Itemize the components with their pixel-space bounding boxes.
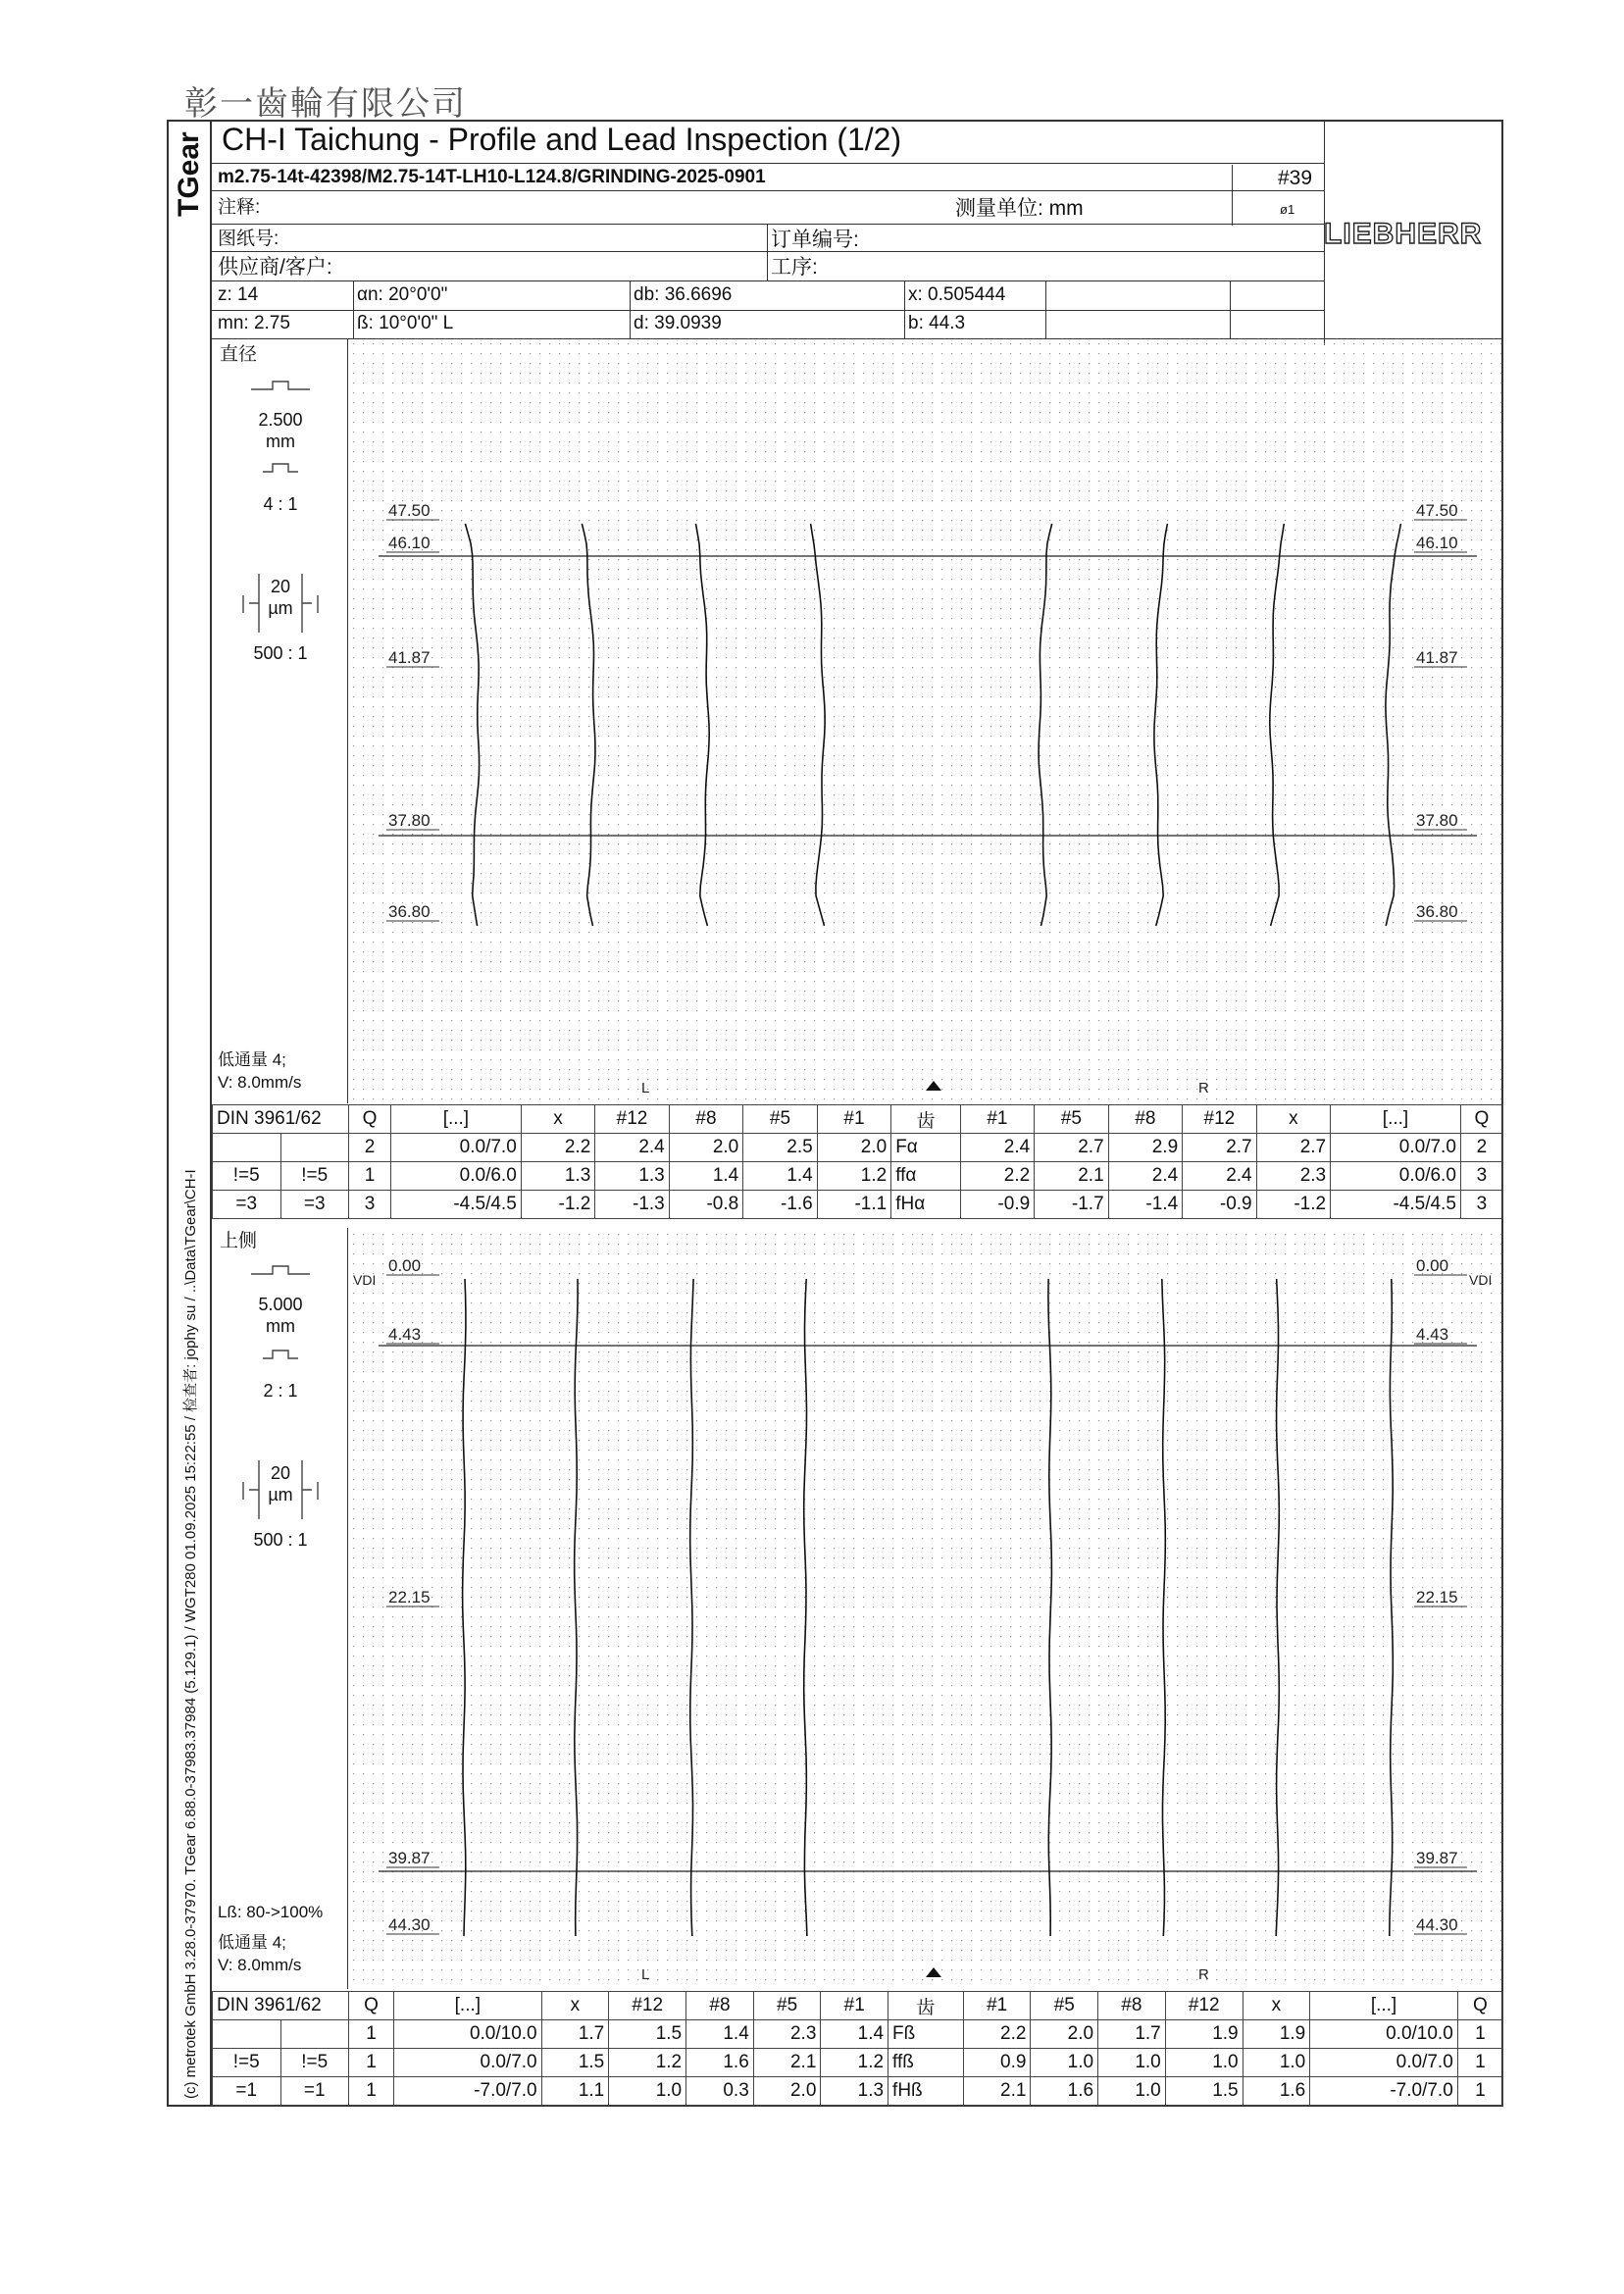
table-cell: -1.2 [1256,1191,1330,1219]
right-tick-label: 44.30 [1416,1915,1458,1934]
profile-title: 直径 [220,344,258,365]
param-x: x: 0.505444 [908,284,1006,305]
table-cell: 1.3 [821,2077,888,2106]
table-cell: 2.4 [595,1134,669,1162]
table-row: DIN 3961/62 Q [...] x #12 #8 #5 #1 齿 #1 #5 #8 #12 x [...] Q [213,1992,1503,2020]
table-cell: 1.9 [1243,2020,1310,2049]
left-tick-label: 47.50 [388,501,431,520]
lead-extra: Lß: 80->100% [218,1903,324,1921]
table-row: DIN 3961/62 Q [...] x #12 #8 #5 #1 齿 #1 #5 #8 #12 x [...] Q [213,1105,1503,1134]
process-label: 工序: [771,256,818,279]
flank-label-right: R [1198,1080,1209,1096]
table-cell: 3 [349,1191,391,1219]
table-cell: 2.0 [669,1134,742,1162]
left-tick-label: 36.80 [388,902,431,921]
left-tick-label: 37.80 [388,811,431,830]
table-cell: 2.7 [1183,1134,1256,1162]
right-tick-label: 47.50 [1416,501,1458,520]
table-cell: -7.0/7.0 [394,2077,542,2106]
left-tick-label: 46.10 [388,534,431,552]
table-cell: 1.5 [541,2049,609,2077]
param-beta: ß: 10°0'0" L [357,313,454,333]
vdi-label-right: VDI [1469,1272,1493,1288]
table-cell: 1.4 [743,1162,817,1191]
profile-grid [349,339,1502,1104]
table-cell: 0.0/6.0 [1331,1162,1461,1191]
table-cell: -4.5/4.5 [1331,1191,1461,1219]
table-cell: 1.5 [609,2020,686,2049]
profile-length-scale: 4 : 1 [263,494,298,514]
table-label-cell: !=5 [213,1162,281,1191]
left-tick-label: 0.00 [388,1256,422,1275]
table-cell: 3 [1460,1162,1502,1191]
table-label-cell: !=5 [213,2049,281,2077]
table-cell: 1 [349,2077,394,2106]
table-cell: 1.4 [821,2020,888,2049]
table-cell: 1 [1457,2077,1502,2106]
table-cell: 1.4 [669,1162,742,1191]
table-cell: -7.0/7.0 [1310,2077,1458,2106]
left-tick-label: 41.87 [388,648,431,667]
table-cell: 2.4 [1183,1162,1256,1191]
table-cell: 2.4 [960,1134,1034,1162]
param-d: d: 39.0939 [634,313,722,333]
table-cell: -0.8 [669,1191,742,1219]
table-cell: 2.2 [960,1162,1034,1191]
table-cell: 1 [349,2020,394,2049]
table-cell: ffß [888,2049,964,2077]
table-cell: 1.0 [1243,2049,1310,2077]
table-cell: 2 [349,1134,391,1162]
table-cell: 1.9 [1165,2020,1243,2049]
table-cell: 0.9 [963,2049,1031,2077]
table-label-cell: =3 [280,1191,349,1219]
table-row [213,2020,1503,2049]
table-label-cell: !=5 [280,1162,349,1191]
table-label-cell [280,1134,349,1162]
table-cell: 2.5 [743,1134,817,1162]
table-row [213,1191,1503,1219]
table-cell: 0.0/6.0 [391,1162,522,1191]
param-alpha: αn: 20°0'0" [357,284,448,305]
param-db: db: 36.6696 [634,284,733,305]
order-label: 订单编号: [771,229,859,251]
table-cell: 1.2 [817,1162,890,1191]
right-tick-label: 36.80 [1416,902,1458,921]
table-cell: 1.5 [1165,2077,1243,2106]
flank-label-left: L [641,1080,650,1096]
lead-chart [349,1230,1502,1989]
supplier-label: 供应商/客户: [218,256,332,279]
table-cell: 2.1 [1035,1162,1108,1191]
param-b: b: 44.3 [908,313,966,333]
table-row [213,1162,1503,1191]
profile-amp-value: 20 [270,577,291,596]
profile-length-value: 2.500 [258,410,303,430]
table-label-cell [213,2020,281,2049]
table-cell: -1.3 [595,1191,669,1219]
part-number: m2.75-14t-42398/M2.75-14T-LH10-L124.8/GRINDING-2025-0901 [218,167,766,187]
table-cell: 1.0 [609,2077,686,2106]
lead-results-table [212,1991,1503,2106]
table-label-cell: =1 [213,2077,281,2106]
table-cell: -1.2 [521,1191,594,1219]
table-cell: 0.0/7.0 [391,1134,522,1162]
table-cell: -4.5/4.5 [391,1191,522,1219]
left-tick-label: 22.15 [388,1588,431,1606]
table-cell: 2.0 [817,1134,890,1162]
table-cell: 1.7 [1098,2020,1166,2049]
table-cell: 0.3 [686,2077,754,2106]
table-cell: 1.7 [541,2020,609,2049]
unit-label: 测量单位: mm [955,197,1084,220]
table-cell: Fß [888,2020,964,2049]
table-cell: -1.7 [1035,1191,1108,1219]
right-tick-label: 22.15 [1416,1588,1458,1606]
table-cell: 2.0 [753,2077,821,2106]
right-tick-label: 41.87 [1416,648,1458,667]
table-cell: 1.6 [686,2049,754,2077]
table-row [213,1134,1503,1162]
table-cell: 2.9 [1108,1134,1182,1162]
table-cell: 2.3 [1256,1162,1330,1191]
drawing-label: 图纸号: [218,229,279,249]
profile-results-table [212,1104,1503,1219]
table-standard: DIN 3961/62 [213,1105,349,1134]
side-footer-text: (c) metrotek GmbH 3.28.0-37970. TGear 6.88.0-37983.37984 (5.129.1) / WGT280 01.09.2025 15:22:55 / 检查者: jophy su / ..\Data\TGear\CH-I [182,1169,199,2099]
liebherr-logo: LIEBHERR [1324,218,1483,250]
lead-length-scale: 2 : 1 [263,1381,298,1401]
table-cell: -1.6 [743,1191,817,1219]
table-cell: -1.4 [1108,1191,1182,1219]
table-cell: 2 [1460,1134,1502,1162]
left-tick-label: 4.43 [388,1325,422,1344]
table-cell: 3 [1460,1191,1502,1219]
table-cell: ffα [891,1162,960,1191]
table-cell: 1.2 [609,2049,686,2077]
right-tick-label: 37.80 [1416,811,1458,830]
lead-grid [349,1230,1502,1989]
profile-amp-unit: µm [268,598,293,618]
table-label-cell [213,1134,281,1162]
profile-chart [349,339,1502,1104]
table-cell: 1 [349,2049,394,2077]
lead-length-unit: mm [266,1316,295,1336]
right-tick-label: 4.43 [1416,1325,1449,1344]
profile-amp-scale: 500 : 1 [253,643,308,663]
table-standard: DIN 3961/62 [213,1992,349,2020]
table-cell: 0.0/7.0 [1331,1134,1461,1162]
left-tick-label: 39.87 [388,1849,431,1867]
left-tick-label: 44.30 [388,1915,431,1934]
table-label-cell: !=5 [280,2049,349,2077]
table-cell: 2.2 [963,2020,1031,2049]
table-cell: 0.0/10.0 [394,2020,542,2049]
table-cell: 2.2 [521,1134,594,1162]
table-cell: 1.6 [1243,2077,1310,2106]
lead-amp-value: 20 [270,1463,291,1483]
table-cell: 2.7 [1035,1134,1108,1162]
table-cell: 0.0/7.0 [394,2049,542,2077]
report-title: CH-I Taichung - Profile and Lead Inspection (1/2) [222,122,902,157]
right-tick-label: 39.87 [1416,1849,1458,1867]
table-cell: 0.0/10.0 [1310,2020,1458,2049]
param-mn: mn: 2.75 [218,313,290,333]
table-cell: 1.0 [1165,2049,1243,2077]
table-cell: fHα [891,1191,960,1219]
profile-speed: V: 8.0mm/s [218,1073,302,1092]
table-cell: 1.3 [595,1162,669,1191]
right-tick-label: 46.10 [1416,534,1458,552]
brand-logo: TGear [173,131,205,217]
table-cell: 2.0 [1031,2020,1098,2049]
table-cell: 0.0/7.0 [1310,2049,1458,2077]
table-label-cell: =1 [280,2077,349,2106]
lead-title: 上侧 [220,1231,258,1251]
vdi-label-left: VDI [353,1272,377,1288]
flank-label-left: L [641,1966,650,1983]
table-cell: 2.3 [753,2020,821,2049]
table-cell: 1.6 [1031,2077,1098,2106]
profile-filter: 低通量 4; [218,1050,286,1069]
table-cell: 2.1 [963,2077,1031,2106]
table-cell: 2.4 [1108,1162,1182,1191]
flank-label-right: R [1198,1966,1209,1983]
right-tick-label: 0.00 [1416,1256,1449,1275]
table-label-cell: =3 [213,1191,281,1219]
unit-code: ø1 [1280,202,1295,217]
lead-speed: V: 8.0mm/s [218,1956,302,1974]
table-cell: 1.0 [1098,2077,1166,2106]
table-label-cell [280,2020,349,2049]
table-cell: 1.0 [1098,2049,1166,2077]
table-cell: 1.0 [1031,2049,1098,2077]
table-cell: 1.4 [686,2020,754,2049]
table-cell: 1 [1457,2049,1502,2077]
table-cell: fHß [888,2077,964,2106]
param-z: z: 14 [218,284,259,305]
lead-amp-scale: 500 : 1 [253,1530,308,1550]
lead-length-value: 5.000 [258,1295,303,1314]
table-cell: 2.7 [1256,1134,1330,1162]
table-cell: 1 [1457,2020,1502,2049]
table-cell: -0.9 [960,1191,1034,1219]
table-cell: 1.2 [821,2049,888,2077]
company-stamp: 彰一齒輪有限公司 [184,84,467,124]
table-cell: 1.1 [541,2077,609,2106]
note-label: 注释: [218,197,261,218]
profile-length-unit: mm [266,432,295,451]
lead-filter: 低通量 4; [218,1933,286,1952]
table-row [213,2077,1503,2106]
inspection-number: #39 [1278,167,1313,189]
table-cell: Fα [891,1134,960,1162]
lead-amp-unit: µm [268,1485,293,1504]
table-cell: 1.3 [521,1162,594,1191]
table-cell: -0.9 [1183,1191,1256,1219]
table-cell: 1 [349,1162,391,1191]
table-row [213,2049,1503,2077]
table-cell: -1.1 [817,1191,890,1219]
table-cell: 2.1 [753,2049,821,2077]
